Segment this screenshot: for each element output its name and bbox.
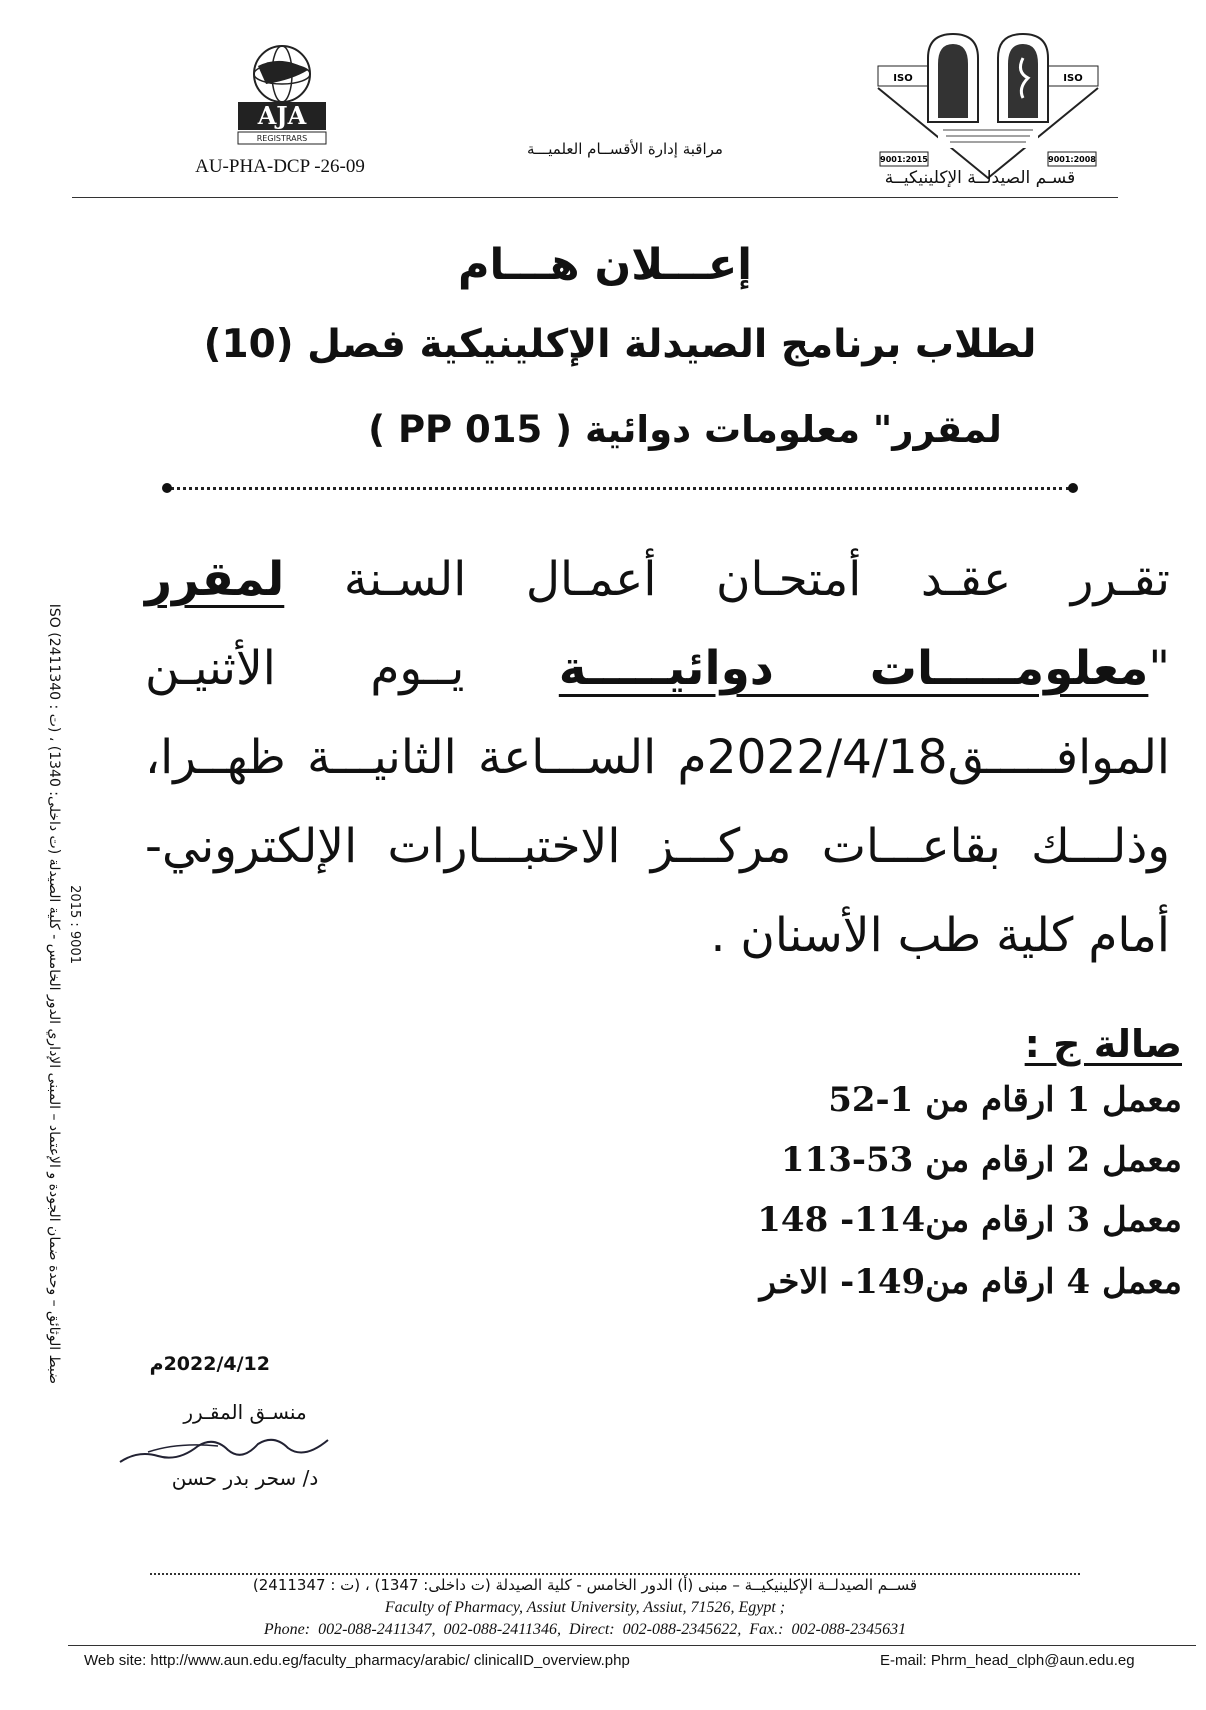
footer-phones: Phone: 002-088-2411347, 002-088-2411346, Direct: 002-088-2345622, Fax.: 002-088-2345631 xyxy=(263,1621,907,1638)
lab-item: معمل 4 ارقام من149- الاخر xyxy=(759,1262,1182,1302)
dotted-divider xyxy=(170,487,1070,490)
department-name: قسـم الصيدلــة الإكلينيكيــة xyxy=(884,168,1076,188)
body-course-name: معلومـــــات دوائيـــــة xyxy=(558,641,1149,696)
announcement-title: إعـــلان هـــام xyxy=(457,240,753,290)
announcement-body xyxy=(145,535,1170,980)
announcement-audience: لطلاب برنامج الصيدلة الإكلينيكية فصل (10) xyxy=(203,322,1037,367)
aja-logo-subtext: REGISTRARS xyxy=(256,134,308,143)
header-divider xyxy=(72,197,1118,198)
announcement-course: لمقرر" معلومات دوائية ( PP 015 ) xyxy=(368,408,1002,451)
dept-subtitle: مراقبة إدارة الأقســام العلميـــة xyxy=(527,140,723,158)
iso-left-number: 9001:2015 xyxy=(880,155,928,164)
body-course-word: لمقرر xyxy=(145,552,285,607)
handwritten-signature xyxy=(118,1432,338,1468)
aja-logo-text: AJA xyxy=(257,101,307,130)
lab-item: معمل 1 ارقام من 1-52 xyxy=(828,1080,1182,1120)
lab-item: معمل 3 ارقام من114- 148 xyxy=(757,1200,1182,1240)
iso-right-number: 9001:2008 xyxy=(1048,155,1096,164)
signature-name: د/ سحر بدر حسن xyxy=(171,1466,319,1490)
side-note-line-1: ضبط الوثائق – وحدة ضمان الجودة و الإعتماد – المبنى الإداري الدور الخامس - كلية الصيدلة (ت داخلى: 1340) ، (ت : 2411340) ISO xyxy=(46,603,62,1384)
divider-dot-left xyxy=(162,483,172,493)
lab-item: معمل 2 ارقام من 53-113 xyxy=(780,1140,1182,1180)
side-note-line-2: 9001 : 2015 xyxy=(67,885,82,964)
footer-website[interactable]: Web site: http://www.aun.edu.eg/faculty_pharmacy/arabic/ clinicalID_overview.php xyxy=(84,1652,630,1669)
body-quote: " xyxy=(1148,641,1170,696)
hall-label: صالة ج : xyxy=(1024,1022,1182,1066)
iso-left-text: ISO xyxy=(893,73,913,84)
signature-date: 2022/4/12م xyxy=(149,1353,270,1375)
university-logo xyxy=(868,28,1108,180)
footer-arabic-contact: قســم الصيدلــة الإكلينيكيــة – مبنى (أ) الدور الخامس - كلية الصيدلة (ت داخلى: 1347) ، (ت : 2411347) xyxy=(252,1576,918,1594)
body-part-1: تقـرر عقـد أمتحـان أعمـال السـنة xyxy=(284,552,1170,607)
footer-top-divider xyxy=(150,1573,1080,1575)
footer-address: Faculty of Pharmacy, Assiut University, Assiut, 71526, Egypt ; xyxy=(384,1599,786,1616)
divider-dot-right xyxy=(1068,483,1078,493)
iso-right-text: ISO xyxy=(1063,73,1083,84)
footer-divider xyxy=(68,1645,1196,1646)
footer-email[interactable]: E-mail: Phrm_head_clph@aun.edu.eg xyxy=(880,1652,1135,1669)
aja-logo xyxy=(232,40,332,152)
signature-role: منسـق المقـرر xyxy=(183,1400,307,1424)
side-control-note xyxy=(40,544,82,1384)
body-part-2: يــوم الأثنيـن الموافـــــق2022/4/18م الســـاعة الثانيـــة ظهــرا، وذلـــك بقاعـــات مركـــز الاختبـــارات الإلكتروني- أمام كلية طب الأسنان . xyxy=(145,641,1170,963)
doc-code: AU-PHA-DCP -26-09 xyxy=(195,156,365,177)
